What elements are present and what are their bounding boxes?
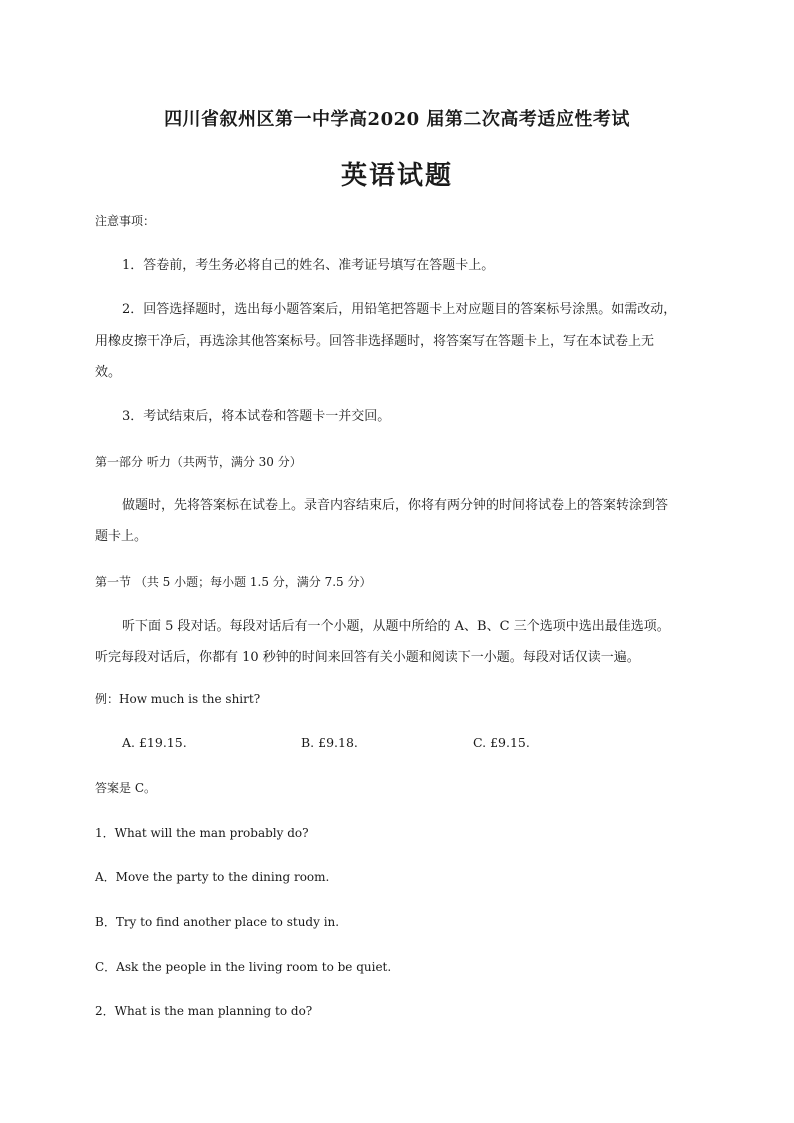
example-answer: 答案是 C。 (95, 781, 156, 795)
example-option-b: B. £9.18. (301, 735, 358, 750)
notice-item: 3．考试结束后，将本试卷和答题卡一并交回。 (122, 409, 391, 424)
example-question: 例：How much is the shirt? (95, 692, 261, 706)
notice-item: 效。 (95, 365, 122, 380)
example-option-a: A. £19.15. (122, 735, 187, 750)
question-stem: 2．What is the man planning to do? (95, 1004, 313, 1018)
example-option-c: C. £9.15. (473, 735, 530, 750)
section1-instruction: 听完每段对话后，你都有 10 秒钟的时间来回答有关小题和阅读下一小题。每段对话仅读一遍。 (95, 650, 640, 665)
question-option: A．Move the party to the dining room. (95, 870, 330, 884)
subject-title: 英语试题 (340, 161, 453, 191)
notice-item: 用橡皮擦干净后，再选涂其他答案标号。回答非选择题时，将答案写在答题卡上，写在本试卷上无 (95, 334, 655, 349)
part1-instruction: 做题时，先将答案标在试卷上。录音内容结束后，你将有两分钟的时间将试卷上的答案转涂到答 (122, 498, 669, 513)
question-stem: 1．What will the man probably do? (95, 826, 309, 840)
part1-heading: 第一部分 听力（共两节，满分 30 分） (95, 455, 302, 469)
question-option: C．Ask the people in the living room to be quiet. (95, 960, 392, 974)
question-option: B．Try to find another place to study in. (95, 915, 340, 929)
notice-heading: 注意事项： (95, 214, 156, 228)
section1-heading: 第一节 （共 5 小题；每小题 1.5 分，满分 7.5 分） (95, 575, 372, 589)
notice-item: 1．答卷前，考生务必将自己的姓名、准考证号填写在答题卡上。 (122, 258, 495, 273)
notice-item: 2．回答选择题时，选出每小题答案后，用铅笔把答题卡上对应题目的答案标号涂黑。如需改动， (122, 302, 677, 317)
part1-instruction: 题卡上。 (95, 529, 148, 544)
exam-title: 四川省叙州区第一中学高2020 届第二次高考适应性考试 (164, 109, 630, 130)
section1-instruction: 听下面 5 段对话。每段对话后有一个小题，从题中所给的 A、B、C 三个选项中选出最佳选项。 (122, 619, 670, 634)
